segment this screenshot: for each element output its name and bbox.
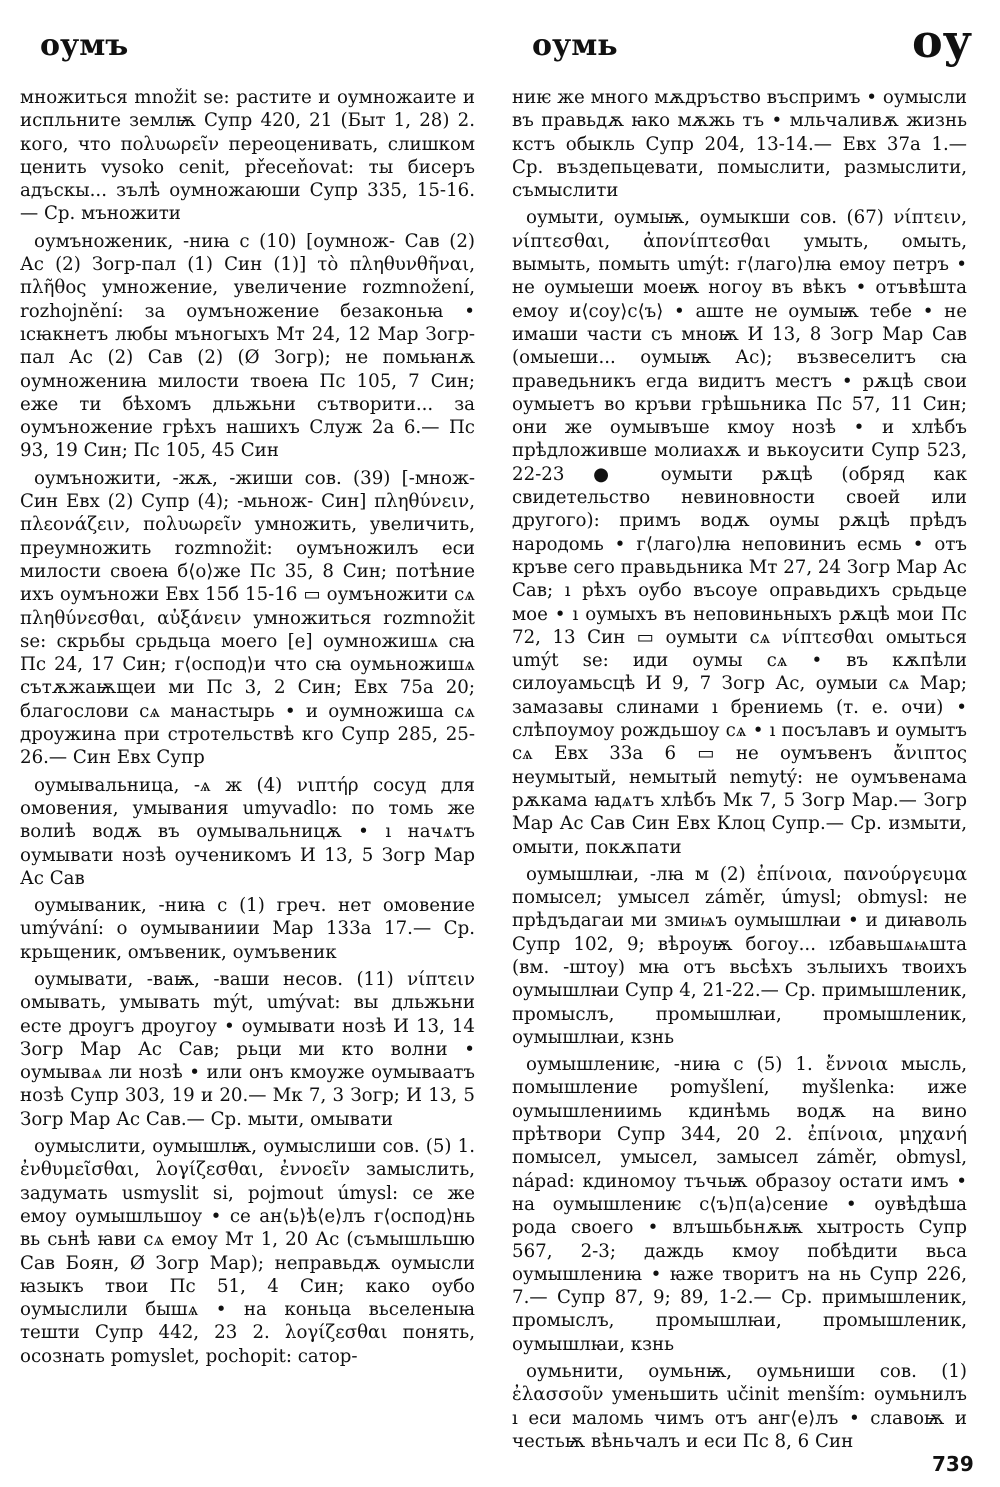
entry-umniti: оумьнити, оумьнѭ, оумьниши сов. (1) ἐλασσοῦν уменьшить učinit menším: оумьнилъ ı еси маломь чимъ отъ анг⟨е⟩лъ • славоѭ и честьѭ вѣньчалъ и еси Пс 8, 6 Син bbox=[512, 1361, 967, 1452]
running-head-center: оумь bbox=[532, 28, 618, 63]
entry-continuation: множиться množit se: растите и оумножаите и испльните землѭ Супр 420, 21 (Быт 1, 28) 2. кого, что πολυωρεῖν переоценивать, слишком ценить vysoko cenit, přeceňovat: ты бисеръ адъскы... зълѣ оумножаюши Супр 335, 15-16.— Ср. мъножити bbox=[20, 87, 475, 225]
entry-umyti: оумыти, оумыѭ, оумыкши сов. (67) νίπτειν, νίπτεσθαι, ἀπονίπτεσθαι умыть, омыть, вымыть, помыть umýt: г⟨лаго⟩лꙗ емоу петръ • не оумыеши моеѭ ногоу въ вѣкъ • отъвѣшта емоу и⟨соу⟩с⟨ъ⟩ • аште не оумыѭ тебе • не имаши части съ мноѭ И 13, 8 Зогр Мар Сав (омыеши... оумыѭ Ас); възвеселитъ сꙗ праведьникъ егда видитъ местъ • рѫцѣ свои оумыетъ во кръви грѣшьника Пс 57, 11 Син; они же оумывъше кмоу нозѣ • и хлѣбъ прѣдложивше молиахѫ и вькоусити Супр 523, 22-23 ● оумыти рѫцѣ (обряд как свидетельство невиновности своей или другого): примъ водѫ оумы рѫцѣ прѣдъ народомь • г⟨лаго⟩лꙗ неповиниъ есмь • отъ кръве сего правьдьника Мт 27, 24 Зогр Мар Ас Сав; ı рѣхъ оубо въсоуе оправьдихъ срьдьце мое • ı оумыхъ въ неповиньныхъ рѫцѣ мои Пс 72, 13 Син ▭ оумыти сѧ νίπτεσθαι омыться umýt se: иди оумы сѧ • въ кѫпѣли силоуамьсцѣ И 9, 7 Зогр Ас, оумыи сѧ Мар; замазавы слинами ı брениемь (т. е. очи) • слѣпоумоу рождьшоу сѧ • ı посълавъ и оумытъ сѧ Евх 33а 6 ▭ не оумъвенъ ἄνιπτος неумытый, немытый nemytý: не оумъвенама рѫкама ꙗдѧтъ хлѣбъ Мк 7, 5 Зогр Мар.— Зогр Мар Ас Сав Син Евх Клоц Супр.— Ср. измыти, омыти, покѫпати bbox=[512, 207, 967, 858]
entry-umyshlyai: оумышлꙗи, -лꙗ м (2) ἐπίνοια, πανούργευμα помысел; умысел záměr, úmysl; obmysl: не прѣдъдагаи ми змиѩъ оумышлꙗи • и диꙗволь Супр 102, 9; вѣроуѭ богоу... ızбавьшѧѩшта (вм. -штоу) мꙗ отъ вьсѣхъ зълыихъ твоихъ оумышлꙗи Супр 4, 21-22.— Ср. примышленик, промыслъ, промышлꙗи, промышленик, оумышлꙗи, кзнь bbox=[512, 863, 967, 1048]
entry-continuation-right: ниѥ же много мѫдръство въспримъ • оумысли въ правьдѫ ꙗко мѫжь тъ • мльчаливѫ жизнь кстъ обыкль Супр 204, 13-14.— Евх 37а 1.— Ср. въздепьцевати, помыслити, размыслити, съмыслити bbox=[512, 87, 967, 202]
entry-umuzhenie: оумъноженик, -ниꙗ с (10) [оумнож- Сав (2) Ас (2) Зогр-пал (1) Син (1)] τὸ πληθυνθῆναι, πλῆθος умножение, увеличение rozmnožení, rozhojnění: за оумъножение безаконьꙗ • ıсꙗкнетъ любы мъногыхъ Мт 24, 12 Мар Зогр-пал Ас (2) Сав (2) (Ø Зогр); не помьꙗнѫ оумножениꙗ милости твоеꙗ Пс 105, 7 Син; еже ти бѣхомъ дльжьни сътворити... за оумъножение грѣхъ нашихъ Служ 2а 6.— Пс 93, 19 Син; Пс 105, 45 Син bbox=[20, 230, 475, 462]
running-head-left: оумъ bbox=[40, 28, 129, 63]
page-number: 739 bbox=[932, 1452, 974, 1476]
entry-umysliti: оумыслити, оумышлѭ, оумыслиши сов. (5) 1. ἐνθυμεῖσθαι, λογίζεσθαι, ἐννοεῖν замыслить, задумать usmyslit si, pojmout úmysl: се же емоу оумышльшоу • се ан⟨ь⟩ѣ⟨е⟩лъ г⟨оспод⟩нь вь сьнѣ ꙗви сѧ емоу Мт 1, 20 Ас (съмышльшю Сав Боян, Ø Зогр Мар); неправьдѫ оумысли ꙗзыкъ твои Пс 51, 4 Син; како оубо оумыслили бышѧ • на коньца вьселеныꙗ тешти Супр 442, 23 2. λογίζεσθαι понять, осознать pomyslet, pochopit: сатор- bbox=[20, 1136, 475, 1367]
left-column bbox=[20, 86, 475, 1372]
entry-umyvalnitsa: оумывальница, -ѧ ж (4) νιπτήρ сосуд для омовения, умывания umyvadlo: по томь же волиѣ водѫ въ оумывальницѫ • ı начѧтъ оумывати нозѣ оученикомъ И 13, 5 Зогр Мар Ас Сав bbox=[20, 774, 475, 889]
entry-umyvati: оумывати, -ваѭ, -ваши несов. (11) νίπτειν омывать, умывать mýt, umývat: вы дльжьни есте дроугъ дроугоу • оумывати нозѣ И 13, 14 Зогр Мар Ас Сав; рьци ми кто волни • оумываѧ ли нозѣ • или онъ кмоуже оумываатъ нозѣ Супр 303, 19 и 20.— Мк 7, 3 Зогр; И 13, 5 Зогр Мар Ас Сав.— Ср. мыти, омывати bbox=[20, 968, 475, 1130]
entry-umnozhiti: оумъножити, -жѫ, -жиши сов. (39) [-множ- Син Евх (2) Супр (4); -мьнож- Син] πληθύνειν, πλεονάζειν, πολυωρεῖν умножить, увеличить, преумножить rozmnožit: оумъножилъ еси милости своеꙗ б⟨о⟩же Пс 35, 8 Син; потѣние ихъ оумъножи Евх 15б 15-16 ▭ оумъножити сѧ πληθύνεσθαι, αὐξάνειν умножиться rozmnožit se: скрьбы срьдьца моего [е] оумножишѧ сꙗ Пс 24, 17 Син; г⟨оспод⟩и что сꙗ оумьножишѧ сътѫжаѭщеи ми Пс 3, 2 Син; Евх 75а 20; благослови сѧ манастырь • и оумножиша сѧ дроужина при стротельствѣ кго Супр 285, 25-26.— Син Евх Супр bbox=[20, 467, 475, 769]
entry-umyshlenie: оумышлениѥ, -ниꙗ с (5) 1. ἔννοια мысль, помышление pomyšlení, myšlenka: иже оумышлениимь кдинѣмь водѫ на вино прѣтвори Супр 344, 20 2. ἐπίνοια, μηχανή помысел, умысел, замысел záměr, obmysl, nápad: кдиномоу тъчьѭ образоу остати имъ • на оумышлениѥ с⟨ъ⟩п⟨а⟩сение • оувѣдѣша рода своего • влъшьбьнѫѭ хытрость Супр 567, 2-3; даждь кмоу побѣдити вьса оумышлениꙗ • ꙗже творитъ на нь Супр 226, 7.— Супр 87, 9; 89, 1-2.— Ср. примышленик, промыслъ, промышлꙗи, промышленик, оумышлꙗи, кзнь bbox=[512, 1054, 967, 1355]
section-letter: оу bbox=[912, 14, 973, 68]
entry-umyvanie: оумываник, -ниꙗ с (1) греч. нет омовение umývání: о оумываниии Мар 133а 17.— Ср. крьщеник, омъвеник, оумъвеник bbox=[20, 895, 475, 963]
right-column bbox=[512, 86, 967, 1457]
